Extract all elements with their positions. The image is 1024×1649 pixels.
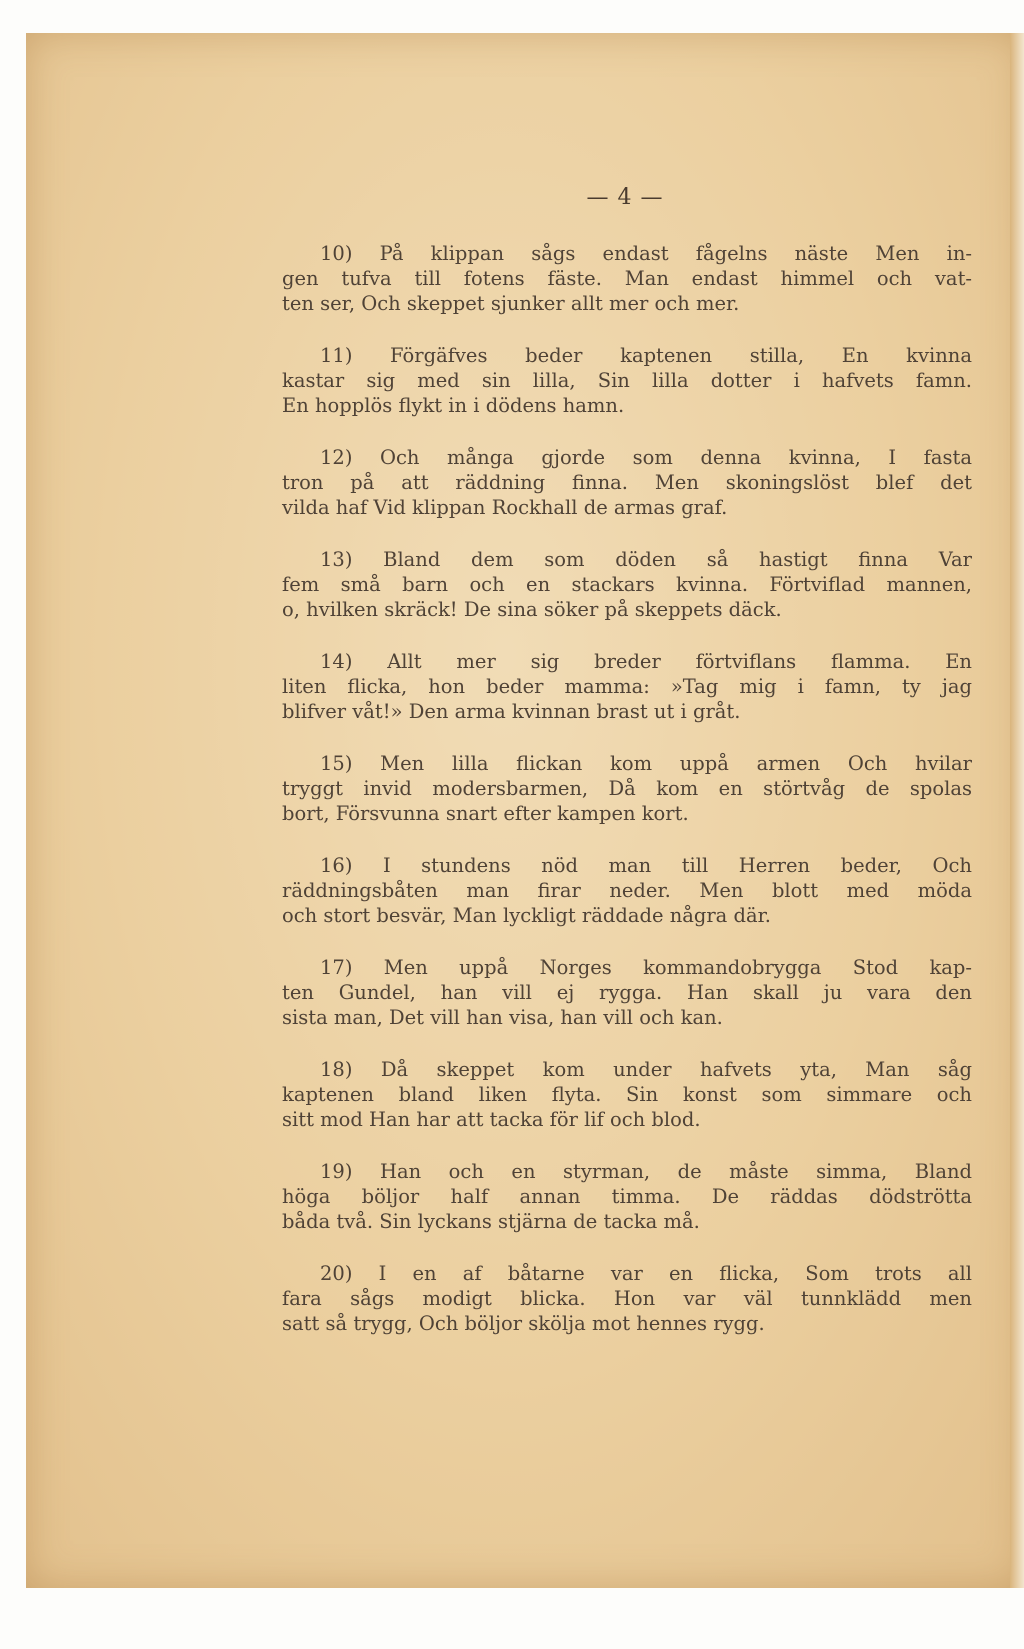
stanza-line: o, hvilken skräck! De sina söker på skeppets däck. (282, 598, 782, 621)
stanza (282, 649, 972, 751)
stanza (282, 445, 972, 547)
stanza (282, 751, 972, 853)
stanza-line: En hopplös flykt in i dödens hamn. (282, 394, 625, 417)
stanza-line: vilda haf Vid klippan Rockhall de armas graf. (282, 496, 728, 519)
stanza (282, 343, 972, 445)
stanza-line: kaptenen bland liken flyta. Sin konst som simmare och (282, 1083, 972, 1106)
stanza (282, 853, 972, 955)
stanza-line: 14) Allt mer sig breder förtviflans flamma. En (320, 650, 972, 673)
stanza-line: satt så trygg, Och böljor skölja mot hennes rygg. (282, 1312, 765, 1335)
page-number: — 4 — (586, 185, 664, 210)
stanza-line: höga böljor half annan timma. De räddas dödströtta (282, 1185, 972, 1208)
stanza-line: fara sågs modigt blicka. Hon var väl tunnklädd men (282, 1287, 972, 1310)
stanza (282, 241, 972, 343)
stanza-line: 10) På klippan sågs endast fågelns näste Men in- (320, 242, 972, 265)
stanza (282, 1261, 972, 1363)
stanza (282, 1159, 972, 1261)
stanza-line: ten ser, Och skeppet sjunker allt mer och mer. (282, 292, 740, 315)
stanza-line: 20) I en af båtarne var en flicka, Som trots all (320, 1262, 972, 1285)
stanza-line: 16) I stundens nöd man till Herren beder, Och (320, 854, 972, 877)
stanza-line: tryggt invid modersbarmen, Då kom en störtvåg de spolas (282, 777, 972, 800)
stanza-line: 18) Då skeppet kom under hafvets yta, Man såg (320, 1058, 972, 1081)
stanza (282, 955, 972, 1057)
stanza-line: 15) Men lilla flickan kom uppå armen Och hvilar (320, 752, 972, 775)
stanza-line: 12) Och många gjorde som denna kvinna, I fasta (320, 446, 972, 469)
stanza-line: gen tufva till fotens fäste. Man endast himmel och vat- (282, 267, 972, 290)
stanza-line: sista man, Det vill han visa, han vill och kan. (282, 1006, 723, 1029)
stanza-line: sitt mod Han har att tacka för lif och blod. (282, 1108, 701, 1131)
stanza-line: liten flicka, hon beder mamma: »Tag mig i famn, ty jag (282, 675, 972, 698)
stanza-line: 13) Bland dem som döden så hastigt finna Var (320, 548, 972, 571)
stanza-line: räddningsbåten man firar neder. Men blott med möda (282, 879, 972, 902)
page-edge (1010, 33, 1024, 1588)
stanza-line: 19) Han och en styrman, de måste simma, Bland (320, 1160, 972, 1183)
poem-body (282, 241, 972, 1363)
stanza-line: 11) Förgäfves beder kaptenen stilla, En kvinna (320, 344, 972, 367)
stanza-line: kastar sig med sin lilla, Sin lilla dotter i hafvets famn. (282, 369, 972, 392)
stanza-line: 17) Men uppå Norges kommandobrygga Stod kap- (320, 956, 972, 979)
stanza-line: och stort besvär, Man lyckligt räddade några där. (282, 904, 771, 927)
stanza-line: bort, Försvunna snart efter kampen kort. (282, 802, 689, 825)
stanza (282, 547, 972, 649)
stanza-line: blifver våt!» Den arma kvinnan brast ut i gråt. (282, 700, 741, 723)
stanza-line: båda två. Sin lyckans stjärna de tacka må. (282, 1210, 700, 1233)
stanza-line: fem små barn och en stackars kvinna. Förtviflad mannen, (282, 573, 972, 596)
stanza (282, 1057, 972, 1159)
stanza-line: ten Gundel, han vill ej rygga. Han skall ju vara den (282, 981, 972, 1004)
stanza-line: tron på att räddning finna. Men skoningslöst blef det (282, 471, 972, 494)
